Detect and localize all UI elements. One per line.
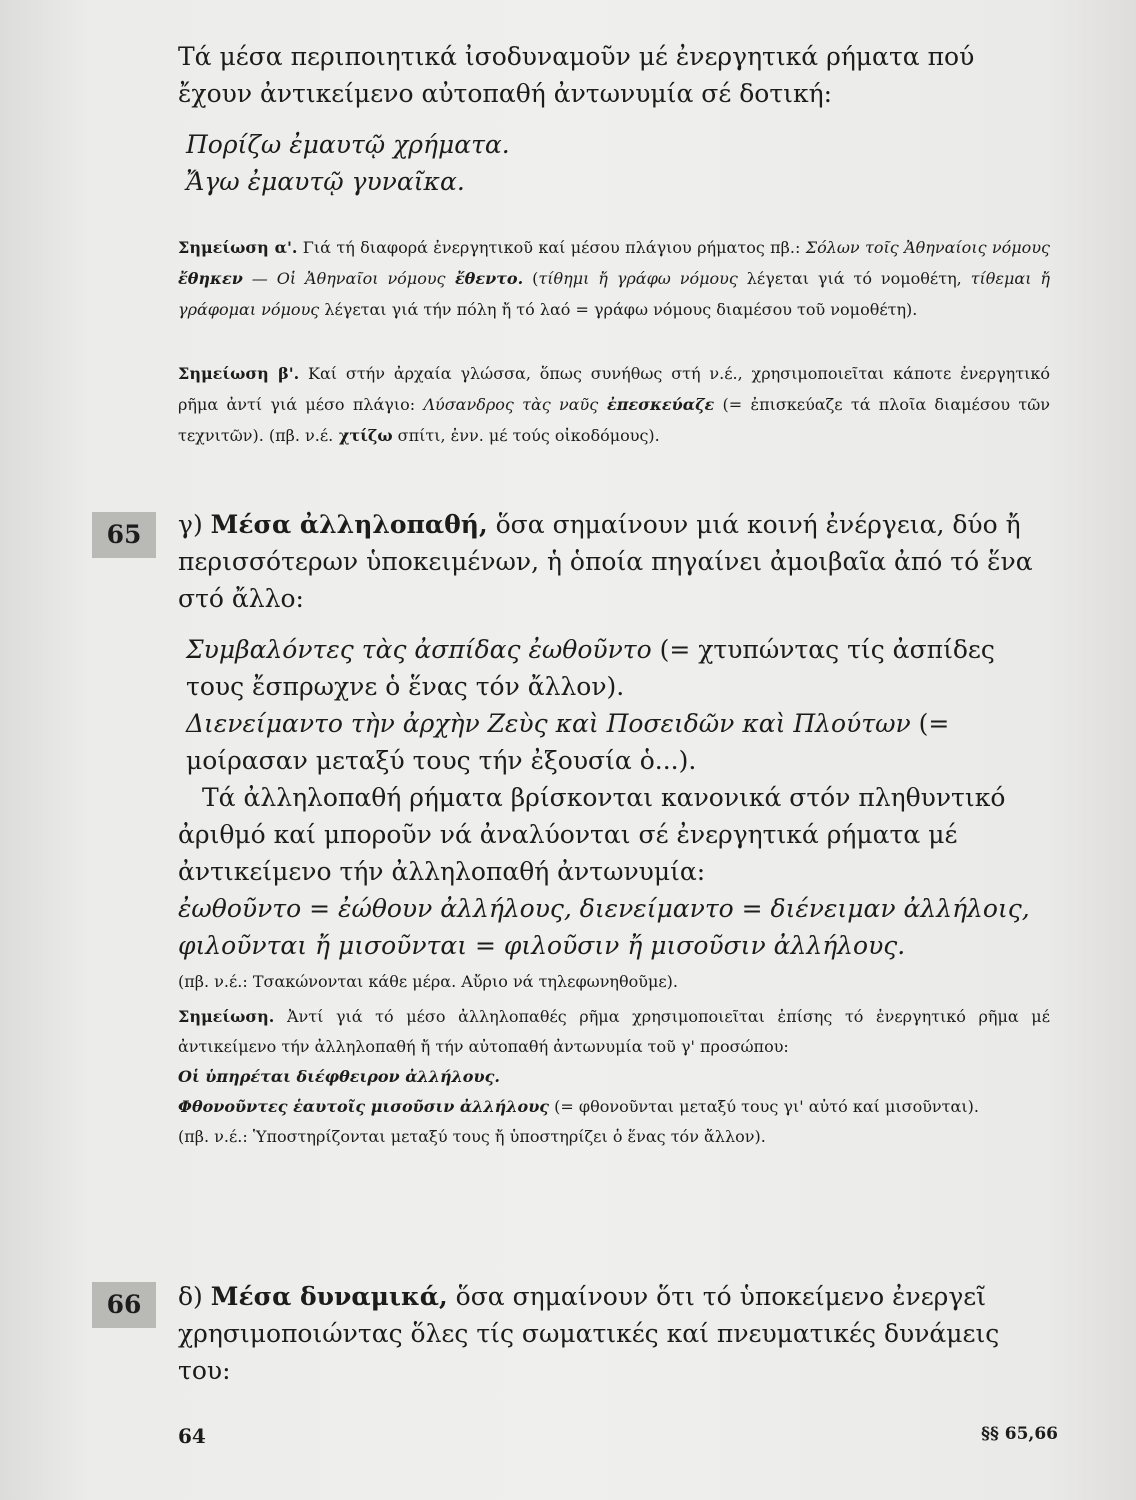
- intro-paragraph: Τά μέσα περιποιητικά ἰσοδυναμοῦν μέ ἐνεργητικά ρήματα πού ἔχουν ἀντικείμενο αὐτοπαθή ἀντωνυμία σέ δοτική: Πορίζω ἐμαυτῷ χρήματα. Ἄγω ἐμαυτῷ γυναῖκα.: [178, 38, 1050, 200]
- section-number-66: 66: [92, 1282, 156, 1328]
- section-65-intro: γ) Μέσα ἀλληλοπαθή, ὅσα σημαίνουν μιά κοινή ἐνέργεια, δύο ἤ περισσότερων ὑποκειμένων, ἡ ὁποία πηγαίνει ἀμοιβαῖα ἀπό τό ἕνα στό ἄλλο:: [178, 510, 1033, 613]
- note-b: Σημείωση β'. Καί στήν ἀρχαία γλώσσα, ὅπως συνήθως στή ν.έ., χρησιμοποιεῖται κάποτε ἐνεργητικό ρῆμα ἀντί γιά μέσο πλάγιο: Λύσανδρος τὰς ναῦς ἐπεσκεύαζε (= ἐπισκεύαζε τά πλοῖα διαμέσου τῶν τεχνιτῶν). (πβ. ν.έ. χτίζω σπίτι, ἐνν. μέ τούς οἰκοδόμους).: [178, 364, 1051, 445]
- note-a: Σημείωση α'. Γιά τή διαφορά ἐνεργητικοῦ καί μέσου πλάγιου ρήματος πβ.: Σόλων τοῖς Ἀθηναίοις νόμους ἔθηκεν — Οἱ Ἀθηναῖοι νόμους ἔθεντο. (τίθημι ἤ γράφω νόμους λέγεται γιά τό νομοθέτη, τίθεμαι ἤ γράφομαι νόμους λέγεται γιά τήν πόλη ἤ τό λαό = γράφω νόμους διαμέσου τοῦ νομοθέτη).: [178, 238, 1051, 319]
- page-number: 64: [178, 1424, 206, 1448]
- section-65-heading: Μέσα ἀλληλοπαθή,: [210, 510, 488, 539]
- section-65-modern-example: (πβ. ν.έ.: Τσακώνονται κάθε μέρα. Αὔριο νά τηλεφωνηθοῦμε).: [178, 972, 679, 991]
- section-66: δ) Μέσα δυναμικά, ὅσα σημαίνουν ὅτι τό ὑποκείμενο ἐνεργεῖ χρησιμοποιώντας ὅλες τίς σωματικές καί πνευματικές δυνάμεις του:: [178, 1282, 1000, 1385]
- note-c: Σημείωση. Ἀντί γιά τό μέσο ἀλληλοπαθές ρῆμα χρησιμοποιεῖται ἐπίσης τό ἐνεργητικό ρῆμα μέ ἀντικείμενο τήν ἀλληλοπαθή ἤ τήν αὐτοπαθή ἀντωνυμία τοῦ γ' προσώπου: Οἱ ὑπηρέται διέφθειρον ἀλλήλους. Φθονοῦντες ἑαυτοῖς μισοῦσιν ἀλλήλους (= φθονοῦνται μεταξύ τους γι' αὐτό καί μισοῦνται). (πβ. ν.έ.: Ὑποστηρίζονται μεταξύ τους ἤ ὑποστηρίζει ὁ ἕνας τόν ἄλλον).: [178, 1002, 1050, 1152]
- section-65-paragraph: Τά ἀλληλοπαθή ρήματα βρίσκονται κανονικά στόν πληθυντικό ἀριθμό καί μποροῦν νά ἀναλύονται σέ ἐνεργητικά ρήματα μέ ἀντικείμενο τήν ἀλληλοπαθή ἀντωνυμία:: [178, 783, 1006, 886]
- note-c-example-2: Φθονοῦντες ἑαυτοῖς μισοῦσιν ἀλλήλους (= φθονοῦνται μεταξύ τους γι' αὐτό καί μισοῦνται).: [178, 1097, 979, 1116]
- section-number-65: 65: [92, 512, 156, 558]
- section-65: [178, 506, 1050, 964]
- section-65-example-2: Διενείμαντο τὴν ἀρχὴν Ζεὺς καὶ Ποσειδῶν καὶ Πλούτων (= μοίρασαν μεταξύ τους τήν ἐξουσία ὁ...).: [186, 709, 950, 775]
- section-reference: §§ 65,66: [981, 1424, 1058, 1444]
- note-c-modern: (πβ. ν.έ.: Ὑποστηρίζονται μεταξύ τους ἤ ὑποστηρίζει ὁ ἕνας τόν ἄλλον).: [178, 1127, 766, 1146]
- section-65-forms: ἐωθοῦντο = ἐώθουν ἀλλήλους, διενείμαντο = διένειμαν ἀλλήλοις, φιλοῦνται ἤ μισοῦνται = φιλοῦσιν ἤ μισοῦσιν ἀλλήλους.: [178, 894, 1030, 960]
- intro-example-2: Ἄγω ἐμαυτῷ γυναῖκα.: [186, 167, 465, 196]
- intro-example-1: Πορίζω ἐμαυτῷ χρήματα.: [186, 130, 510, 159]
- section-65-example-1: Συμβαλόντες τὰς ἀσπίδας ἐωθοῦντο (= χτυπώντας τίς ἀσπίδες τους ἔσπρωχνε ὁ ἕνας τόν ἄλλον).: [186, 635, 995, 701]
- note-c-example-1: Οἱ ὑπηρέται διέφθειρον ἀλλήλους.: [178, 1067, 500, 1086]
- section-66-heading: Μέσα δυναμικά,: [210, 1282, 448, 1311]
